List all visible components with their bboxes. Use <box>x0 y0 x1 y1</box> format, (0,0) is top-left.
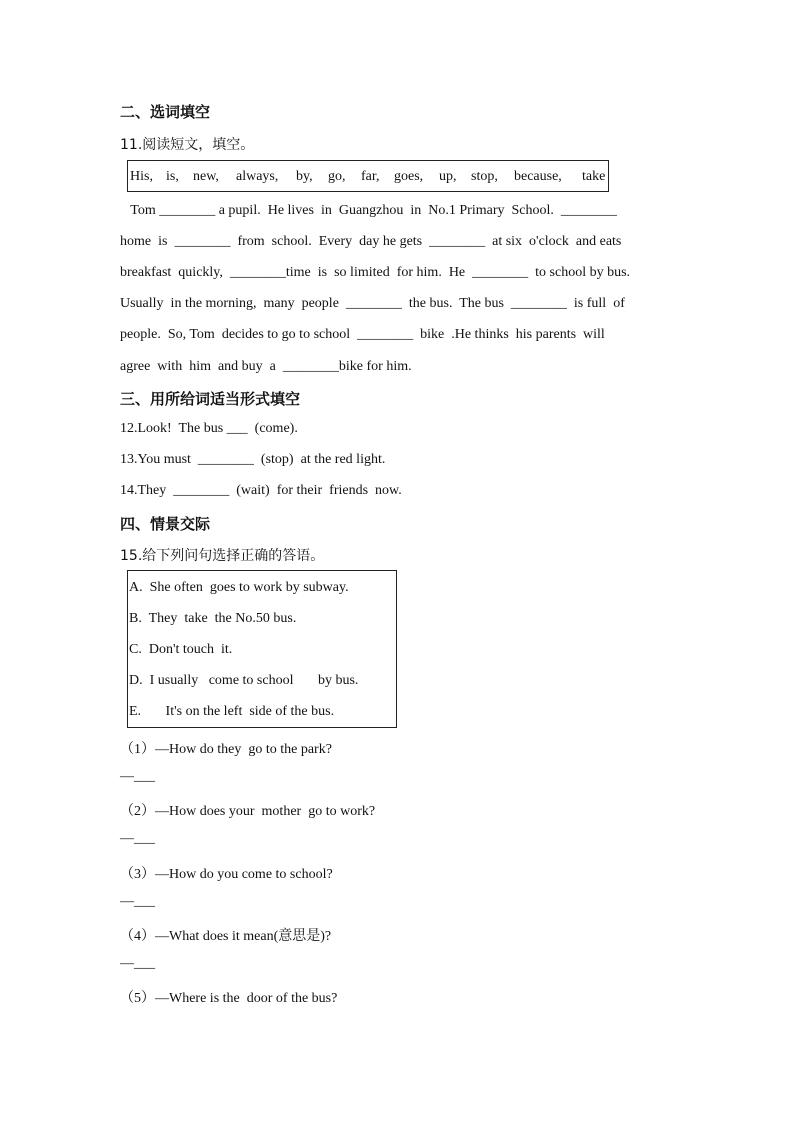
answer-blank: —___ <box>120 894 155 909</box>
word-bank-item: by, <box>296 169 313 184</box>
passage-line: home is ________ from school. Every day he gets ________ at six o'clock and eats <box>120 234 622 249</box>
question-15-1: （1）—How do they go to the park? <box>120 742 332 757</box>
word-bank-item: take <box>582 169 606 184</box>
question-15-2: （2）—How does your mother go to work? <box>120 804 376 819</box>
passage-line: agree with him and buy a ________bike for him. <box>120 359 412 374</box>
word-bank-item: new, <box>193 169 219 184</box>
answer-blank: —___ <box>120 956 155 971</box>
passage-line: Tom ________ a pupil. He lives in Guangzhou in No.1 Primary School. ________ <box>120 203 617 218</box>
answer-blank: —___ <box>120 769 155 784</box>
section-heading-word-forms: 三、用所给词适当形式填空 <box>120 390 301 408</box>
section-heading-vocab-fill: 二、选词填空 <box>120 103 211 121</box>
word-bank-item: go, <box>328 169 346 184</box>
word-bank-item: is, <box>166 169 179 184</box>
section-heading-dialogue: 四、情景交际 <box>120 515 211 533</box>
word-bank-item: up, <box>439 169 457 184</box>
question-12: 12.Look! The bus ___ (come). <box>120 421 298 436</box>
word-bank-item: always, <box>236 169 279 184</box>
question-11-prompt: 11.阅读短文，填空。 <box>120 137 255 153</box>
choice-c: C. Don't touch it. <box>129 642 233 657</box>
question-14: 14.They ________ (wait) for their friends now. <box>120 483 402 498</box>
question-15-4: （4）—What does it mean(意思是)? <box>120 929 332 944</box>
word-bank-item: His, <box>130 169 153 184</box>
choice-e: E. It's on the left side of the bus. <box>129 704 335 719</box>
passage-line: breakfast quickly, ________time is so limited for him. He ________ to school by bus. <box>120 265 631 280</box>
choice-d: D. I usually come to school by bus. <box>129 673 359 688</box>
answer-blank: —___ <box>120 831 155 846</box>
choice-a: A. She often goes to work by subway. <box>129 580 349 595</box>
question-15-prompt: 15.给下列问句选择正确的答语。 <box>120 548 325 564</box>
word-bank-item: stop, <box>471 169 498 184</box>
word-bank-item: goes, <box>394 169 424 184</box>
question-13: 13.You must ________ (stop) at the red light. <box>120 452 386 467</box>
word-bank-item: far, <box>361 169 380 184</box>
passage-line: Usually in the morning, many people ________ the bus. The bus ________ is full of <box>120 296 625 311</box>
question-15-5: （5）—Where is the door of the bus? <box>120 991 338 1006</box>
choice-b: B. They take the No.50 bus. <box>129 611 297 626</box>
answer-choices-box <box>127 570 397 728</box>
passage-line: people. So, Tom decides to go to school ________ bike .He thinks his parents will <box>120 327 605 342</box>
question-15-3: （3）—How do you come to school? <box>120 867 333 882</box>
word-bank-item: because, <box>514 169 562 184</box>
word-bank-box <box>127 160 609 192</box>
